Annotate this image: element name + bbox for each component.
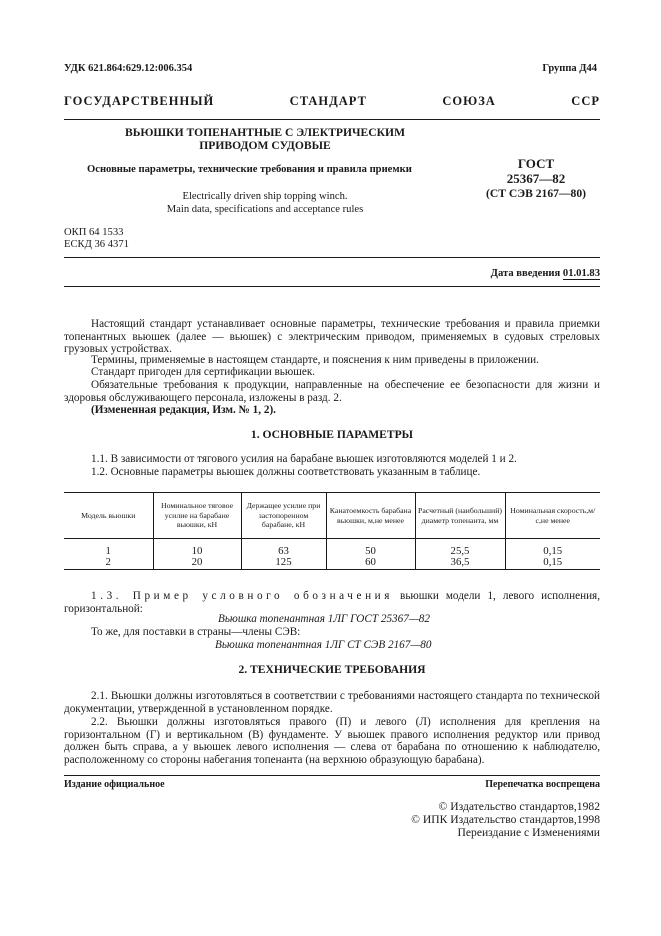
clause-2-2: 2.2. Вьюшки должны изготовляться правого (П) и левого (Л) исполнения для крепления на горизонтальном (Г) и вертикальном (В) фундаменте. У вьюшек правого исполнения редуктор или привод должен быть справа, а у вьюшек левого исполнения — слева от барабана по отношению к наблюдателю, расположенному со стороны набегания топенанта (на верхнюю образующую барабана).: [64, 716, 600, 766]
intro-paragraph-4: Обязательные требования к продукции, направленные на обеспечение ее безопасности для жизни и здоровья обслуживающего персонала, изложены в разд. 2.: [64, 379, 600, 404]
group-code: Группа Д44: [542, 63, 597, 74]
document-title: [64, 127, 466, 152]
designation-example-1: Вьюшка топенантная 1ЛГ ГОСТ 25367—82: [218, 613, 430, 625]
copyright-line-1: © Издательство стандартов,1982: [438, 800, 600, 813]
introduction-date: [491, 268, 600, 279]
intro-paragraph-3: Стандарт пригоден для сертификации вьюшек.: [91, 366, 316, 378]
english-title-line-2: Main data, specifications and acceptance rules: [166, 204, 364, 215]
english-title-line-1: Electrically driven ship topping winch.: [182, 191, 348, 202]
table-cell: 20: [153, 557, 241, 570]
table-row: [64, 539, 600, 557]
amendment-note: (Измененная редакция, Изм. № 1, 2).: [91, 404, 276, 416]
gost-label: ГОСТ: [517, 156, 555, 171]
copyright-block: [411, 800, 600, 839]
table-row: [64, 557, 600, 570]
column-header-model: Модель вьюшки: [64, 493, 153, 539]
column-header-nominal-pull: Номинальное тяговое усилие на барабане вьюшки, кН: [153, 493, 241, 539]
reissue-note: Переиздание с Изменениями: [457, 826, 600, 839]
table-cell: 10: [153, 539, 241, 557]
udk-code: УДК 621.864:629.12:006.354: [64, 63, 193, 74]
clause-1-3-spaced-heading: 1.3. Пример условного обозначения: [91, 590, 393, 602]
section-2-title: 2. ТЕХНИЧЕСКИЕ ТРЕБОВАНИЯ: [238, 663, 426, 676]
table-cell: 1: [64, 539, 153, 557]
date-rule: [64, 286, 600, 287]
table-cell: 2: [64, 557, 153, 570]
clause-2-1: 2.1. Вьюшки должны изготовляться в соответствии с требованиями настоящего стандарта по технической документации, утвержденной в установленном порядке.: [64, 690, 600, 715]
codes-rule: [64, 257, 600, 258]
column-header-rope-diameter: Расчетный (наибольший) диаметр топенанта, мм: [415, 493, 505, 539]
document-subtitle: Основные параметры, технические требования и правила приемки: [87, 164, 412, 175]
st-sev-number: (СТ СЭВ 2167—80): [486, 187, 586, 200]
table-cell: 50: [326, 539, 415, 557]
classification-codes: [64, 227, 129, 250]
table-cell: 0,15: [505, 539, 600, 557]
intro-paragraph-1: Настоящий стандарт устанавливает основные параметры, технические требования и правила приемки топенантных вьюшек (далее — вьюшек) с электрическим приводом, применяемых в судовых стреловых грузовых устройствах.: [64, 318, 600, 356]
footer-rule: [64, 775, 600, 776]
column-header-nominal-speed: Номинальная скорость,м/с,не менее: [505, 493, 600, 539]
table-cell: 63: [241, 539, 326, 557]
clause-1-2: 1.2. Основные параметры вьюшек должны соответствовать указанным в таблице.: [91, 466, 481, 478]
title-line-1: ВЬЮШКИ ТОПЕНАНТНЫЕ С ЭЛЕКТРИЧЕСКИМ: [124, 126, 406, 139]
table-cell: 25,5: [415, 539, 505, 557]
table-header-row: [64, 493, 600, 539]
table-cell: 60: [326, 557, 415, 570]
clause-1-3-text: вьюшки модели 1, левого исполнения, горизонтальной:: [64, 590, 600, 615]
gost-number: 25367—82: [506, 171, 566, 186]
introduction-date-value: 01.01.83: [562, 268, 600, 279]
official-edition: Издание официальное: [64, 779, 165, 790]
table-cell: 125: [241, 557, 326, 570]
parameters-table: [64, 492, 600, 570]
title-line-2: ПРИВОДОМ СУДОВЫЕ: [199, 138, 331, 152]
clause-1-1: 1.1. В зависимости от тягового усилия на барабане вьюшек изготовляются моделей 1 и 2.: [91, 453, 517, 465]
table-cell: 0,15: [505, 557, 600, 570]
header-rule: [64, 119, 600, 120]
gost-number-block: [468, 156, 604, 201]
okp-code: ОКП 64 1533: [64, 227, 124, 238]
reprint-prohibited: Перепечатка воспрещена: [485, 779, 600, 790]
section-1-title: 1. ОСНОВНЫЕ ПАРАМЕТРЫ: [250, 428, 414, 441]
table-cell: 36,5: [415, 557, 505, 570]
copyright-line-2: © ИПК Издательство стандартов,1998: [411, 813, 600, 826]
column-header-holding-force: Держащее усилие при застопоренном барабане, кН: [241, 493, 326, 539]
clause-1-3: [64, 590, 600, 615]
introduction-date-label: Дата введения: [490, 268, 561, 279]
designation-example-2: Вьюшка топенантная 1ЛГ СТ СЭВ 2167—80: [215, 639, 432, 651]
state-standard-heading: ГОСУДАРСТВЕННЫЙ СТАНДАРТ СОЮЗА ССР: [64, 94, 600, 108]
eskd-code: ЕСКД 36 4371: [64, 238, 129, 250]
intro-paragraph-2: Термины, применяемые в настоящем стандарте, и пояснения к ним приведены в приложении.: [91, 354, 539, 366]
english-title: [64, 190, 466, 216]
clause-1-3-sev: То же, для поставки в страны—члены СЭВ:: [91, 626, 301, 638]
column-header-rope-capacity: Канатоемкость барабана вьюшки, м,не менее: [326, 493, 415, 539]
